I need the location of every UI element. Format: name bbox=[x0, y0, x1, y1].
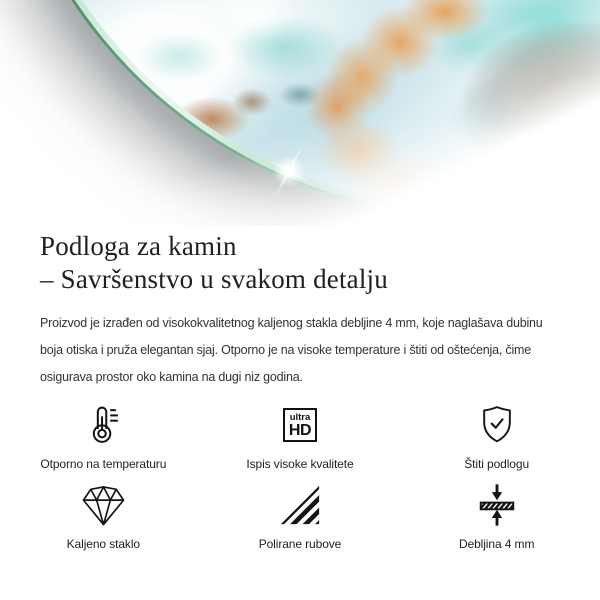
shield-check-icon bbox=[475, 401, 519, 449]
page-title bbox=[40, 230, 600, 296]
feature-label: Kaljeno staklo bbox=[66, 537, 140, 551]
feature-label: Otporno na temperaturu bbox=[40, 457, 167, 471]
sparkle-icon bbox=[259, 141, 319, 201]
thermometer-icon bbox=[80, 401, 126, 449]
feature-label: Štiti podlogu bbox=[464, 457, 530, 471]
product-description bbox=[40, 310, 600, 391]
feature-item-temperature bbox=[5, 401, 202, 471]
diamond-icon bbox=[80, 481, 127, 529]
feature-item-polished-edges bbox=[202, 481, 399, 551]
ultra-hd-badge-top: ultra bbox=[289, 412, 311, 423]
description-line-3: osigurava prostor oko kamina na dugi niz godina. bbox=[40, 370, 303, 384]
feature-grid bbox=[5, 401, 595, 551]
description-line-2: boja otiska i pruža elegantan sjaj. Otporno je na visoke temperature i štiti od oštećenja, čime bbox=[40, 343, 531, 357]
product-hero-image bbox=[0, 0, 600, 226]
feature-item-tempered-glass bbox=[5, 481, 202, 551]
feature-item-thickness bbox=[398, 481, 595, 551]
ultra-hd-icon bbox=[283, 401, 317, 449]
feature-label: Ispis visoke kvalitete bbox=[246, 457, 354, 471]
description-line-1: Proizvod je izrađen od visokokvalitetnog kaljenog stakla debljine 4 mm, koje naglašava dubinu bbox=[40, 316, 543, 330]
page-title-line1: Podloga za kamin bbox=[40, 231, 237, 261]
feature-item-print-quality bbox=[202, 401, 399, 471]
feature-label: Polirane rubove bbox=[258, 537, 342, 551]
feature-label: Debljina 4 mm bbox=[458, 537, 535, 551]
page-title-line2: – Savršenstvo u svakom detalju bbox=[40, 264, 388, 294]
ultra-hd-badge-bottom: HD bbox=[288, 422, 312, 439]
thickness-icon bbox=[474, 481, 520, 529]
feature-item-protects bbox=[398, 401, 595, 471]
polished-edge-icon bbox=[278, 481, 322, 529]
